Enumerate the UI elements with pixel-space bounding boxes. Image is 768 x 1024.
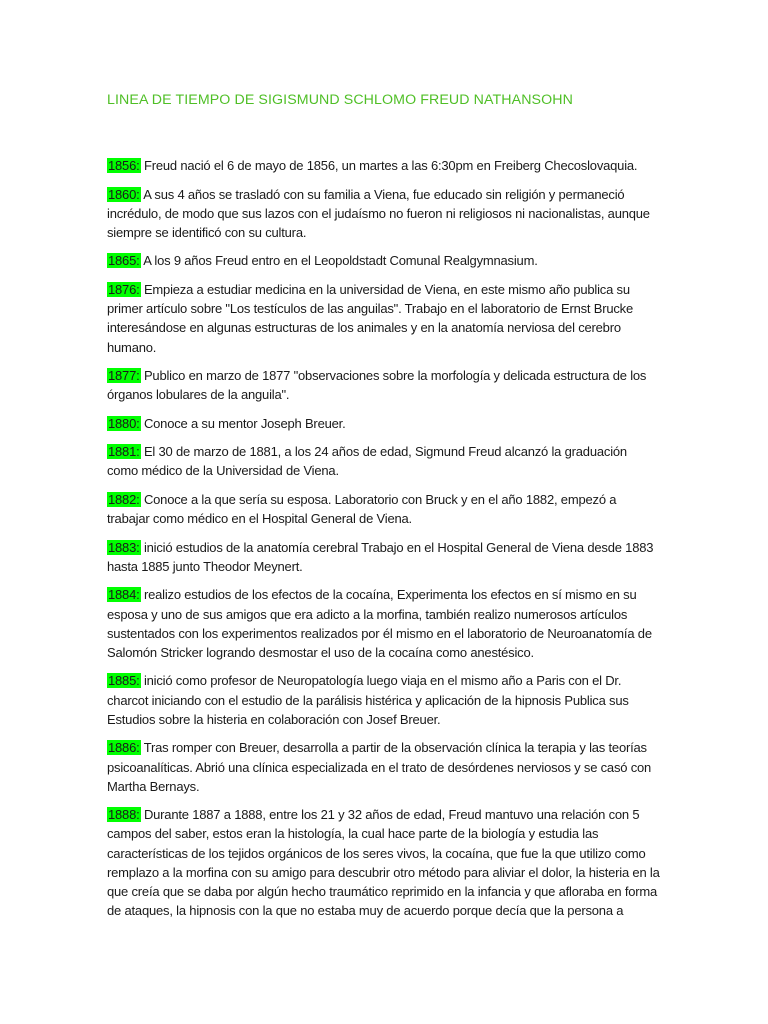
timeline-entry [107, 366, 660, 404]
entry-text: A los 9 años Freud entro en el Leopoldstadt Comunal Realgymnasium. [140, 253, 538, 269]
timeline-entry [107, 738, 660, 796]
entry-text: Freud nació el 6 de mayo de 1856, un martes a las 6:30pm en Freiberg Checoslovaquia. [140, 158, 638, 173]
entry-text: Publico en marzo de 1877 "observaciones sobre la morfología y delicada estructura de los órganos lobulares de la anguila". [107, 368, 647, 403]
entry-year: 1882: [108, 491, 140, 507]
entry-year: 1881: [108, 444, 140, 460]
entry-year: 1876: [108, 281, 140, 297]
entry-year: 1888: [108, 807, 140, 823]
timeline-entry [107, 251, 660, 270]
timeline-entry [107, 156, 660, 175]
entry-text: Conoce a su mentor Joseph Breuer. [140, 415, 346, 431]
entry-year: 1884: [108, 587, 140, 603]
entry-text: Durante 1887 a 1888, entre los 21 y 32 años de edad, Freud mantuvo una relación con 5 campos del saber, estos eran la histología, la cual hace parte de la biología y estudia las características de los tejidos orgánicos de los seres vivos, la cocaína, que fue la que utilizo como remplazo a la morfina con su amigo para descubrir otro método para aliviar el dolor, la histeria en la que creía que se daba por algún hecho traumático reprimido en la infancia y que afloraba en forma de ataques, la hipnosis con la que no estaba muy de acuerdo porque decía que la persona a [107, 807, 660, 919]
timeline-entry [107, 414, 660, 433]
entry-year: 1860: [108, 186, 140, 202]
entry-text: inició como profesor de Neuropatología luego viaja en el mismo año a Paris con el Dr. charcot iniciando con el estudio de la parálisis histérica y aplicación de la hipnosis Publica sus Estudios sobre la histeria en colaboración con Josef Breuer. [107, 673, 629, 727]
entry-text: Conoce a la que sería su esposa. Laboratorio con Bruck y en el año 1882, empezó a trabajar como médico en el Hospital General de Viena. [107, 491, 617, 527]
timeline-entry [107, 538, 660, 576]
entry-year: 1880: [108, 415, 140, 431]
timeline-entries [107, 156, 660, 920]
entry-year: 1883: [108, 539, 140, 555]
entry-text: Empieza a estudiar medicina en la universidad de Viena, en este mismo año publica su primer artículo sobre "Los testículos de las anguilas". Trabajo en el laboratorio de Ernst Brucke interesándose en algunas estructuras de los animales y en la anatomía nerviosa del cerebro humano. [107, 281, 633, 355]
entry-text: realizo estudios de los efectos de la cocaína, Experimenta los efectos en sí mismo en su esposa y uno de sus amigos que era adicto a la morfina, también realizo numerosos artículos sustentados con los experimentos realizados por él mismo en el laboratorio de Neuroanatomía de Salomón Stricker logrando desmostar el uso de la cocaína como anestésico. [107, 587, 652, 660]
entry-text: Tras romper con Breuer, desarrolla a partir de la observación clínica la terapia y las teorías psicoanalíticas. Abrió una clínica especializada en el trato de desórdenes nerviosos y se casó con Martha Bernays. [107, 740, 652, 794]
timeline-entry [107, 280, 660, 357]
entry-year: 1856: [108, 158, 140, 173]
entry-year: 1886: [108, 740, 140, 756]
timeline-entry [107, 671, 660, 729]
timeline-entry [107, 442, 660, 480]
timeline-entry [107, 185, 660, 243]
entry-year: 1865: [108, 253, 140, 269]
entry-text: A sus 4 años se trasladó con su familia a Viena, fue educado sin religión y permaneció incrédulo, de modo que sus lazos con el judaísmo no fueron ni religiosos ni nacionalistas, aunque siempre se identificó con su cultura. [107, 186, 650, 240]
entry-text: inició estudios de la anatomía cerebral Trabajo en el Hospital General de Viena desde 1883 hasta 1885 junto Theodor Meynert. [107, 539, 654, 574]
entry-year: 1877: [108, 368, 140, 384]
document-title: LINEA DE TIEMPO DE SIGISMUND SCHLOMO FREUD NATHANSOHN [107, 92, 573, 108]
timeline-entry [107, 805, 660, 920]
entry-text: El 30 de marzo de 1881, a los 24 años de edad, Sigmund Freud alcanzó la graduación como médico de la Universidad de Viena. [107, 444, 627, 479]
entry-year: 1885: [108, 673, 140, 689]
timeline-entry [107, 490, 660, 528]
timeline-entry [107, 585, 660, 662]
